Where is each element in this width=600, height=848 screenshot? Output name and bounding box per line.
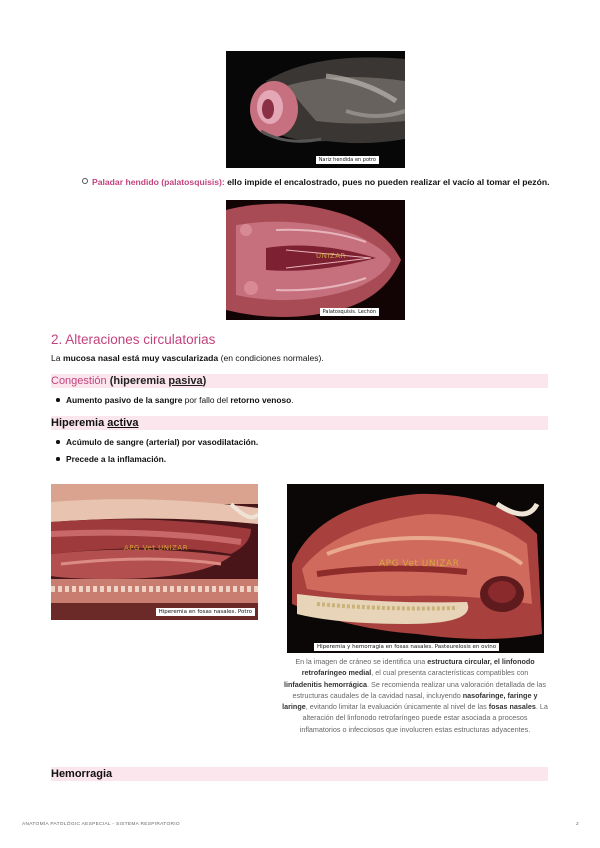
congestion-item-end: . — [291, 395, 294, 405]
palate-bullet — [82, 176, 552, 188]
section-2-intro — [51, 353, 324, 363]
desc-part-1: En la imagen de cráneo se identifica una — [295, 657, 428, 666]
intro-pre: La — [51, 353, 63, 363]
section-2-title: 2. Alteraciones circulatorias — [51, 332, 216, 347]
nasal-hyperemia-caption: Hiperemia en fosas nasales. Potro — [156, 608, 255, 616]
sheep-hemorrhage-watermark: APG Vet UNIZAR — [379, 559, 460, 569]
desc-bold-4: fosas nasales — [488, 702, 536, 712]
intro-post: (en condiciones normales). — [218, 353, 324, 363]
desc-part-4: , evitando limitar la evaluación únicamente al nivel de las — [305, 702, 489, 712]
congestion-close: ) — [202, 375, 207, 387]
congestion-open: (hiperemia — [106, 375, 169, 387]
list-item — [51, 453, 548, 465]
sheep-hemorrhage-photo — [287, 484, 544, 653]
footer-page-number: 2 — [576, 822, 579, 827]
desc-part-2: , el cual presenta características compatibles con — [371, 668, 529, 678]
congestion-term: Congestión — [51, 375, 107, 387]
congestion-passive: pasiva — [168, 375, 203, 387]
palate-term: Paladar hendido (palatosquisis): — [92, 177, 225, 187]
nasal-hyperemia-photo — [51, 484, 258, 620]
list-item — [51, 394, 548, 406]
congestion-item-mid: por fallo del — [182, 395, 231, 405]
desc-part-3: . Se recomienda realizar una valoración detallada de las estructuras caudales de la cavidad nasal, incluyendo — [292, 679, 547, 700]
active-item-2: Precede a la inflamación. — [66, 454, 167, 464]
active-list — [51, 436, 548, 465]
hollow-bullet-icon — [82, 178, 88, 184]
footer-title: ANATOMÍA PATOLÓGIC AESPECIAL - SISTEMA RESPIRATORIO — [22, 822, 180, 827]
desc-bold-3: nasofaringe, faringe y laringe — [282, 690, 538, 712]
list-item — [51, 436, 548, 448]
congestion-item-bold2: retorno venoso — [230, 395, 292, 405]
sheep-hemorrhage-caption: Hiperemia y hemorragia en fosas nasales. Pasteurelosis en ovino — [314, 643, 499, 651]
skull-description — [282, 656, 548, 735]
congestion-heading — [51, 374, 206, 388]
active-heading-pre: Hiperemia — [51, 417, 108, 429]
congestion-item-bold1: Aumento pasivo de la sangre — [66, 395, 183, 405]
active-heading-underlined: activa — [107, 417, 139, 429]
desc-part-5: . La alteración del linfonodo retrofaríngeo puede estar asociada a procesos inflamatorios o infecciosos que involucren estas estructuras adyacentes. — [299, 702, 548, 734]
cleft-nose-photo — [226, 51, 405, 168]
active-heading — [51, 416, 138, 430]
palate-text: ello impide el encalostrado, pues no pueden realizar el vacío al tomar el pezón. — [224, 177, 550, 187]
hemorrhage-heading-bar — [51, 767, 548, 781]
desc-bold-2: linfadenitis hemorrágica — [283, 679, 368, 689]
palatoschisis-caption: Palatosquisis. Lechón — [320, 308, 379, 316]
intro-bold: mucosa nasal está muy vascularizada — [62, 353, 219, 363]
congestion-list — [51, 394, 548, 406]
palatoschisis-photo — [226, 200, 405, 320]
cleft-nose-caption: Nariz hendida en potro — [316, 156, 379, 164]
palatoschisis-watermark: UNIZAR — [316, 252, 346, 260]
desc-bold-1: estructura circular, el linfonodo retrofaríngeo medial — [301, 657, 535, 678]
nasal-hyperemia-watermark: APG Vet UNIZAR — [124, 544, 189, 552]
hemorrhage-heading: Hemorragia — [51, 768, 113, 780]
active-item-1: Acúmulo de sangre (arterial) por vasodilatación. — [66, 437, 259, 447]
